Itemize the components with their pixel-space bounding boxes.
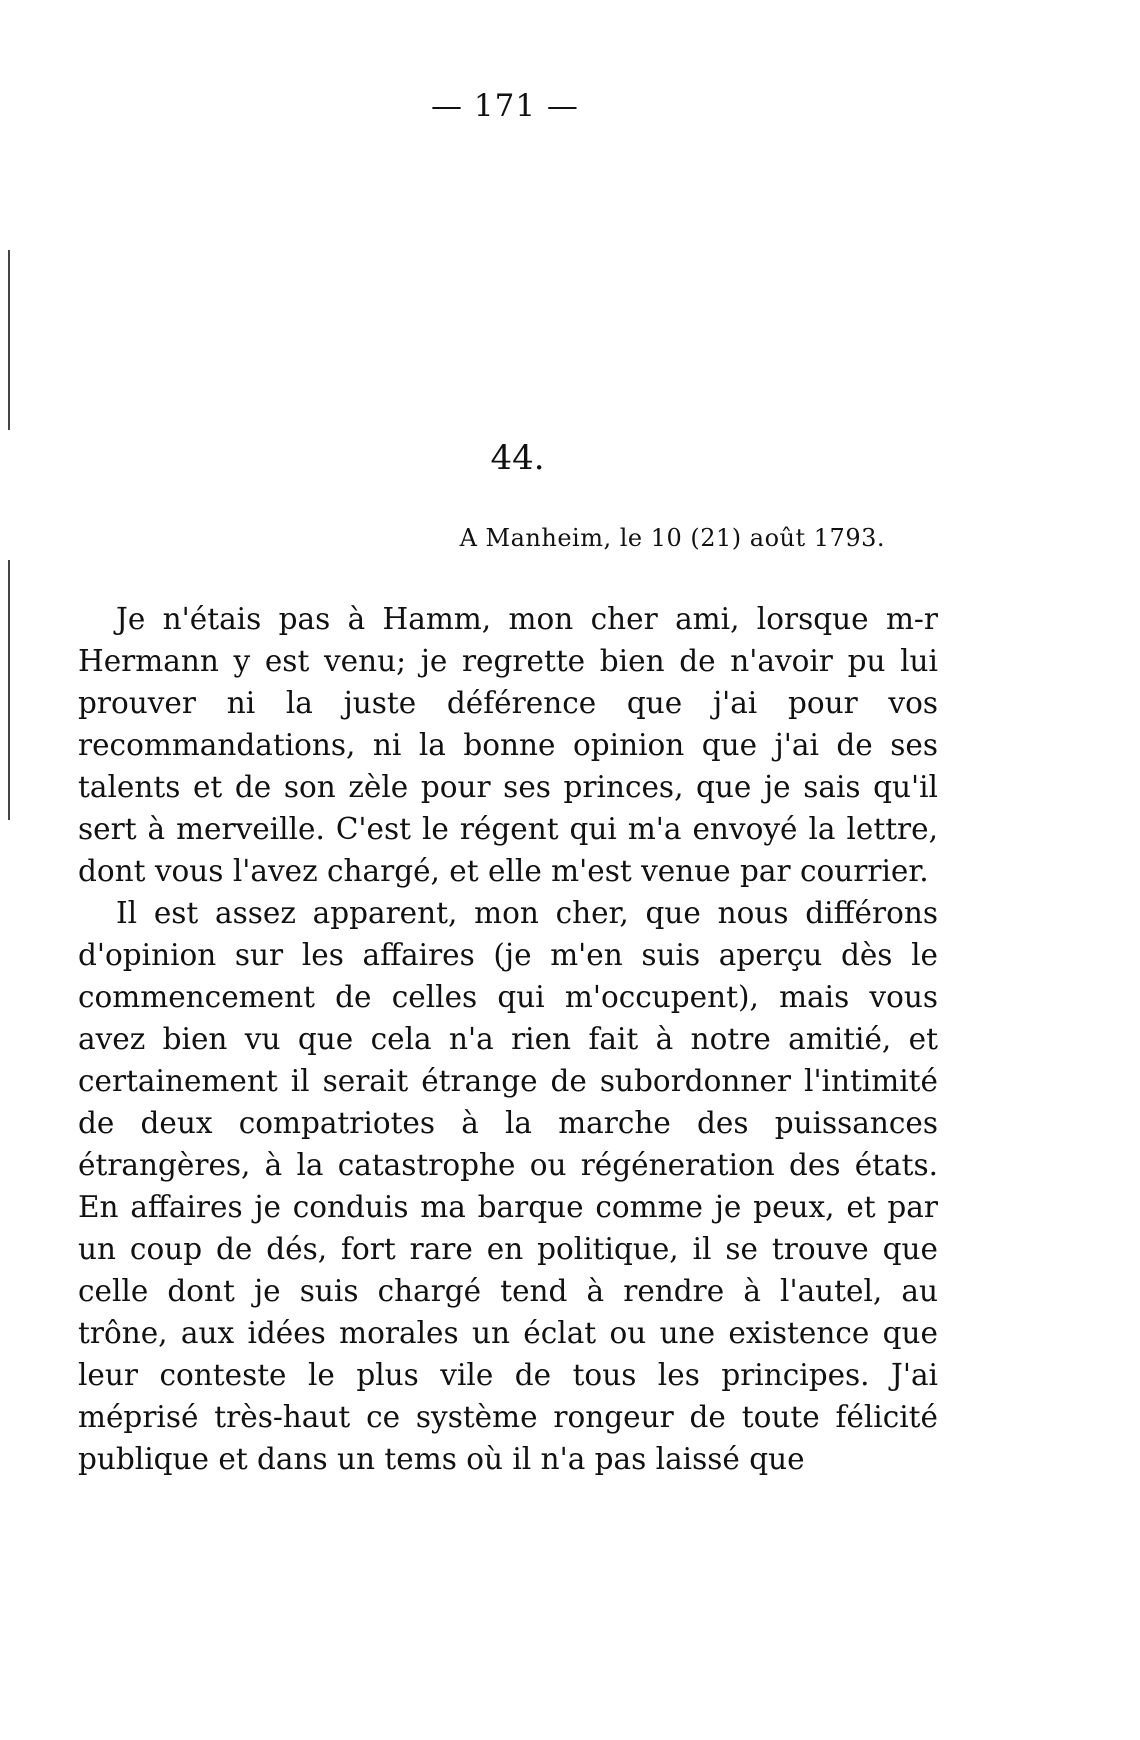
letter-number: 44. xyxy=(490,438,545,478)
letter-dateline: A Manheim, le 10 (21) août 1793. xyxy=(459,524,885,552)
scan-edge-mark xyxy=(8,560,10,820)
scan-edge-mark xyxy=(8,250,10,430)
page-number: — 171 — xyxy=(431,88,579,124)
paragraph: Il est assez apparent, mon cher, que nous différons d'opinion sur les affaires (je m'en suis aperçu dès le commencement de celles qui m'occupent), mais vous avez bien vu que cela n'a rien fait à notre amitié, et certainement il serait étrange de subordonner l'intimité de deux compatriotes à la marche des puissances étrangères, à la catastrophe ou régéneration des états. En affaires je conduis ma barque comme je peux, et par un coup de dés, fort rare en politique, il se trouve que celle dont je suis chargé tend à rendre à l'autel, au trône, aux idées morales un éclat ou une existence que leur conteste le plus vile de tous les principes. J'ai méprisé très-haut ce système rongeur de toute félicité publique et dans un tems où il n'a pas laissé que xyxy=(78,896,938,1476)
letter-body xyxy=(78,598,938,1480)
paragraph: Je n'étais pas à Hamm, mon cher ami, lorsque m-r Hermann y est venu; je regrette bien de n'avoir pu lui prouver ni la juste déférence que j'ai pour vos recommandations, ni la bonne opinion que j'ai de ses talents et de son zèle pour ses princes, que je sais qu'il sert à merveille. C'est le régent qui m'a envoyé la lettre, dont vous l'avez chargé, et elle m'est venue par courrier. xyxy=(78,602,938,888)
